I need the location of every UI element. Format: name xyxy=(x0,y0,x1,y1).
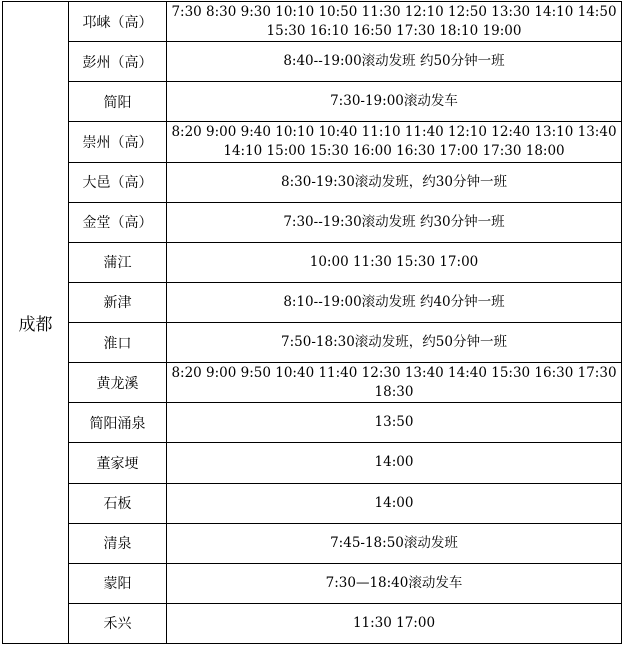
table-row xyxy=(3,483,622,523)
table-row xyxy=(3,403,622,443)
schedule-cell: 7:50-18:30滚动发班，约50分钟一班 xyxy=(167,323,622,363)
schedule-cell: 14:00 xyxy=(167,443,622,483)
table-row xyxy=(3,2,622,42)
table-row xyxy=(3,162,622,202)
destination-cell: 崇州（高） xyxy=(69,122,167,162)
schedule-cell: 10:00 11:30 15:30 17:00 xyxy=(167,242,622,282)
schedule-cell: 8:20 9:00 9:50 10:40 11:40 12:30 13:40 14:40 15:30 16:30 17:30 18:30 xyxy=(167,363,622,403)
destination-cell: 简阳 xyxy=(69,82,167,122)
table-row xyxy=(3,523,622,563)
table-row xyxy=(3,242,622,282)
destination-cell: 蒙阳 xyxy=(69,563,167,603)
schedule-cell: 7:30—18:40滚动发车 xyxy=(167,563,622,603)
table-row xyxy=(3,323,622,363)
table-row xyxy=(3,363,622,403)
schedule-cell: 7:45-18:50滚动发班 xyxy=(167,523,622,563)
table-row xyxy=(3,563,622,603)
destination-cell: 简阳涌泉 xyxy=(69,403,167,443)
destination-cell: 邛崃（高） xyxy=(69,2,167,42)
destination-cell: 清泉 xyxy=(69,523,167,563)
schedule-table-body xyxy=(3,2,622,644)
schedule-cell: 11:30 17:00 xyxy=(167,603,622,643)
destination-cell: 彭州（高） xyxy=(69,42,167,82)
table-row xyxy=(3,443,622,483)
table-row xyxy=(3,603,622,643)
destination-cell: 石板 xyxy=(69,483,167,523)
table-row xyxy=(3,42,622,82)
schedule-cell: 8:40--19:00滚动发班 约50分钟一班 xyxy=(167,42,622,82)
table-row xyxy=(3,82,622,122)
table-row xyxy=(3,282,622,322)
schedule-cell: 7:30--19:30滚动发班 约30分钟一班 xyxy=(167,202,622,242)
destination-cell: 禾兴 xyxy=(69,603,167,643)
schedule-cell: 8:30-19:30滚动发班，约30分钟一班 xyxy=(167,162,622,202)
destination-cell: 董家埂 xyxy=(69,443,167,483)
schedule-cell: 14:00 xyxy=(167,483,622,523)
table-row xyxy=(3,202,622,242)
destination-cell: 淮口 xyxy=(69,323,167,363)
bus-schedule-table xyxy=(2,1,622,644)
table-row xyxy=(3,122,622,162)
schedule-cell: 13:50 xyxy=(167,403,622,443)
schedule-cell: 7:30 8:30 9:30 10:10 10:50 11:30 12:10 12:50 13:30 14:10 14:50 15:30 16:10 16:50 17:30 18:10 19:00 xyxy=(167,2,622,42)
schedule-cell: 8:20 9:00 9:40 10:10 10:40 11:10 11:40 12:10 12:40 13:10 13:40 14:10 15:00 15:30 16:00 16:30 17:00 17:30 18:00 xyxy=(167,122,622,162)
destination-cell: 黄龙溪 xyxy=(69,363,167,403)
origin-city-cell: 成都 xyxy=(3,2,69,644)
schedule-cell: 8:10--19:00滚动发班 约40分钟一班 xyxy=(167,282,622,322)
destination-cell: 新津 xyxy=(69,282,167,322)
schedule-cell: 7:30-19:00滚动发车 xyxy=(167,82,622,122)
destination-cell: 金堂（高） xyxy=(69,202,167,242)
destination-cell: 大邑（高） xyxy=(69,162,167,202)
destination-cell: 蒲江 xyxy=(69,242,167,282)
